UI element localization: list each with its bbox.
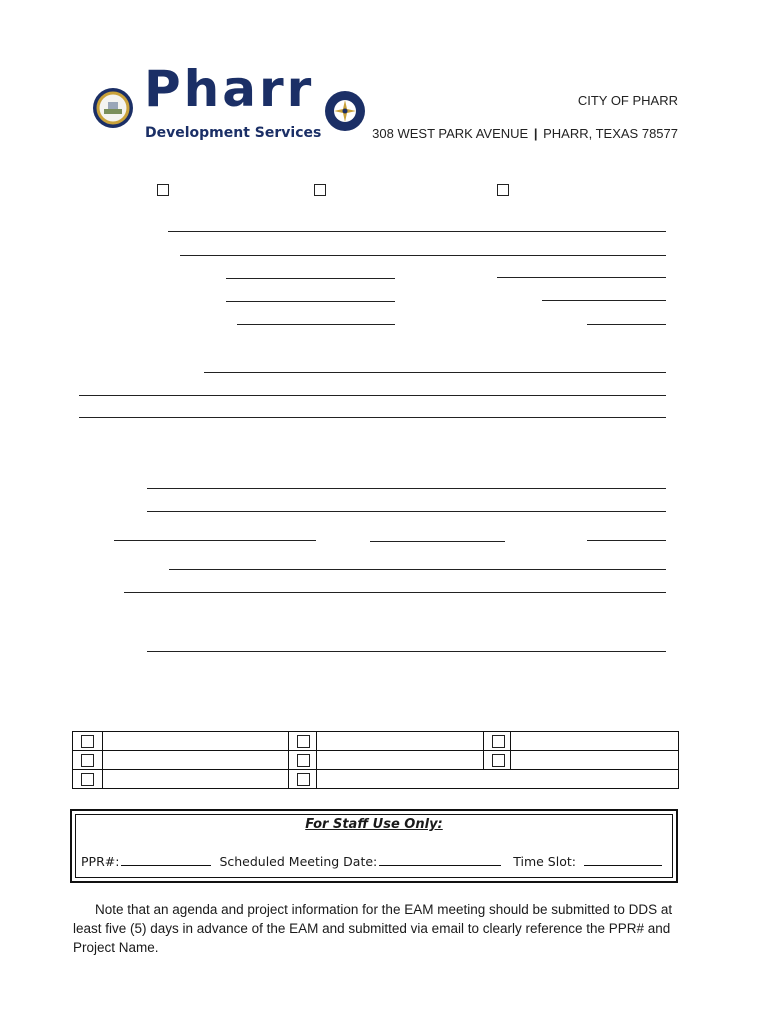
table-checkbox[interactable] xyxy=(492,735,505,748)
form-field-line[interactable] xyxy=(168,231,666,232)
form-field-line[interactable] xyxy=(497,277,666,278)
table-checkbox[interactable] xyxy=(81,773,94,786)
form-field-line[interactable] xyxy=(79,417,666,418)
pharr-logo xyxy=(88,60,378,148)
top-checkbox-3[interactable] xyxy=(497,184,509,196)
form-field-line[interactable] xyxy=(587,540,666,541)
table-checkbox[interactable] xyxy=(492,754,505,767)
form-field-line[interactable] xyxy=(226,278,395,279)
time-slot-field[interactable] xyxy=(584,853,662,866)
address-city: PHARR, TEXAS 78577 xyxy=(543,126,678,141)
form-field-line[interactable] xyxy=(587,324,666,325)
table-row xyxy=(73,770,679,789)
table-cell xyxy=(103,732,289,751)
meeting-date-label: Scheduled Meeting Date: xyxy=(219,854,378,869)
meeting-date-field[interactable] xyxy=(379,853,501,866)
top-checkbox-1[interactable] xyxy=(157,184,169,196)
form-field-line[interactable] xyxy=(237,324,395,325)
table-cell xyxy=(317,732,484,751)
table-cell xyxy=(511,732,679,751)
form-field-line[interactable] xyxy=(124,592,666,593)
organization-name: CITY OF PHARR xyxy=(577,93,678,108)
table-cell xyxy=(103,751,289,770)
address-street: 308 WEST PARK AVENUE xyxy=(372,126,529,141)
organization-address xyxy=(372,126,678,141)
table-cell xyxy=(317,751,484,770)
form-field-line[interactable] xyxy=(204,372,666,373)
staff-use-fields xyxy=(81,853,666,869)
table-checkbox[interactable] xyxy=(297,773,310,786)
form-field-line[interactable] xyxy=(180,255,666,256)
form-field-line[interactable] xyxy=(147,651,666,652)
city-seal-icon xyxy=(92,87,134,129)
table-checkbox[interactable] xyxy=(81,735,94,748)
ppr-label: PPR#: xyxy=(81,854,120,869)
submission-note: Note that an agenda and project information for the EAM meeting should be submitted to DDS at least five (5) days in advance of the EAM and submitted via email to clearly reference the PPR# and Project Name. xyxy=(73,902,673,955)
top-checkbox-2[interactable] xyxy=(314,184,326,196)
form-field-line[interactable] xyxy=(370,541,505,542)
staff-use-inner-border xyxy=(75,814,673,878)
pharr-pride-badge-icon xyxy=(324,90,366,132)
brand-subtitle: Development Services xyxy=(145,125,322,141)
table-row xyxy=(73,732,679,751)
staff-use-box xyxy=(70,809,678,883)
table-row xyxy=(73,751,679,770)
time-slot-label: Time Slot: xyxy=(513,854,576,869)
ppr-field[interactable] xyxy=(121,853,211,866)
brand-name: Pharr xyxy=(144,60,315,118)
form-field-line[interactable] xyxy=(226,301,395,302)
table-cell xyxy=(511,751,679,770)
staff-use-title: For Staff Use Only: xyxy=(305,817,443,832)
form-field-line[interactable] xyxy=(147,488,666,489)
form-field-line[interactable] xyxy=(169,569,666,570)
form-field-line[interactable] xyxy=(79,395,666,396)
form-field-line[interactable] xyxy=(542,300,666,301)
address-separator: | xyxy=(533,126,538,141)
table-checkbox[interactable] xyxy=(297,754,310,767)
table-checkbox[interactable] xyxy=(81,754,94,767)
table-checkbox[interactable] xyxy=(297,735,310,748)
table-cell xyxy=(317,770,679,789)
form-field-line[interactable] xyxy=(114,540,316,541)
checklist-table xyxy=(72,731,679,789)
form-field-line[interactable] xyxy=(147,511,666,512)
table-cell xyxy=(103,770,289,789)
